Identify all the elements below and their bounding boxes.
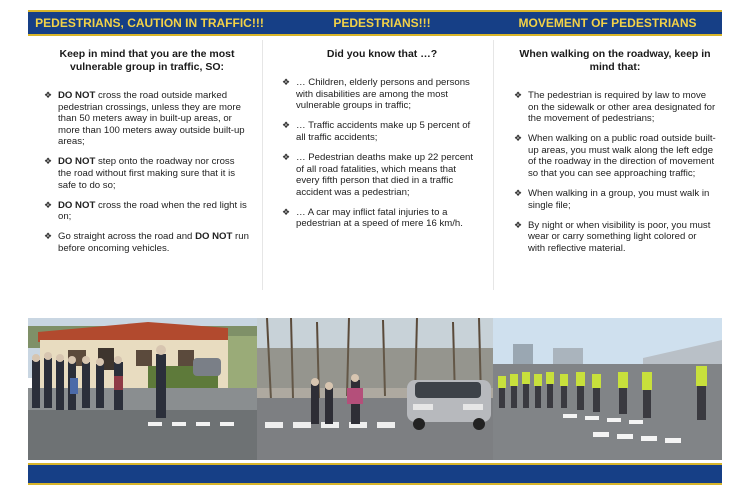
column-caution [44,48,250,263]
item-text: … Children, elderly persons and persons with disabilities are among the most vulnerable groups in traffic; [296,77,470,112]
item-text: run before oncoming vehicles. [58,231,249,255]
emphasis: DO NOT [58,156,96,168]
bullet-icon: ❖ [282,151,291,162]
photo-pedestrians-walking [28,318,257,460]
column-movement [514,48,716,263]
list-item [44,156,250,191]
list-item [44,200,250,223]
item-text: When walking in a group, you must walk in single file; [528,188,710,211]
item-text: … A car may inflict fatal injuries to a pedestrian at a speed of mere 16 km/h. [296,206,463,230]
emphasis: DO NOT [195,231,233,243]
column-heading: Did you know that …? [326,48,438,60]
item-text: … Pedestrian deaths make up 22 percent of all road fatalities, which means that every fifth person that died in a traffic accident was a pedestrian; [296,151,474,198]
footer-band [28,463,722,485]
movement-list [514,90,716,255]
list-item [44,231,250,254]
item-text: … Traffic accidents make up 5 percent of all traffic accidents; [296,120,471,143]
caution-list [44,90,250,255]
column-heading: Keep in mind that you are the most vulnerable group in traffic, SO: [59,48,235,73]
item-text: The pedestrian is required by law to move on the sidewalk or other area designated for the movement of pedestrians; [528,90,716,125]
header-pedestrians: PEDESTRIANS!!! [333,16,431,30]
column-divider [493,40,494,290]
photo-reflective-vests [493,318,722,460]
facts-list [282,77,482,230]
bullet-icon: ❖ [514,188,523,199]
list-item [282,207,482,230]
list-item [514,133,716,179]
list-item [282,120,482,143]
bullet-icon: ❖ [514,219,523,230]
emphasis: DO NOT [58,199,96,211]
item-text: By night or when visibility is poor, you must wear or carry something light colored or with reflective material. [528,219,711,255]
list-item [282,77,482,112]
list-item [514,90,716,125]
bullet-icon: ❖ [282,77,291,87]
header-caution: PEDESTRIANS, CAUTION IN TRAFFIC!!! [35,16,264,30]
item-text: cross the road when the red light is on; [58,199,247,223]
list-item [514,220,716,255]
header-movement: MOVEMENT OF PEDESTRIANS [518,16,697,30]
list-item [44,90,250,148]
photo-crosswalk-car [257,318,493,460]
emphasis: DO NOT [58,90,96,101]
bullet-icon: ❖ [44,156,53,167]
bullet-icon: ❖ [44,231,53,242]
item-text: When walking on a public road outside built-up areas, you must walk along the left edge of the roadway in the direction of movement so that you can see approaching traffic; [528,133,716,180]
bullet-icon: ❖ [44,199,53,210]
item-text: step onto the roadway nor cross the road without first making sure that it is safe to do so; [58,156,236,191]
column-did-you-know [282,48,482,239]
list-item [514,188,716,211]
column-heading: When walking on the roadway, keep in mind that: [519,48,711,73]
item-text: Go straight across the road and [58,231,196,243]
bullet-icon: ❖ [282,120,291,131]
bullet-icon: ❖ [44,90,53,100]
column-divider [262,40,263,290]
bullet-icon: ❖ [514,90,523,100]
item-text: cross the road outside marked pedestrian crossings, unless they are more than 50 meters away in built-up areas, or more than 100 meters away outside built-up areas; [58,90,245,148]
bullet-icon: ❖ [282,206,291,217]
list-item [282,152,482,198]
bullet-icon: ❖ [514,133,523,144]
